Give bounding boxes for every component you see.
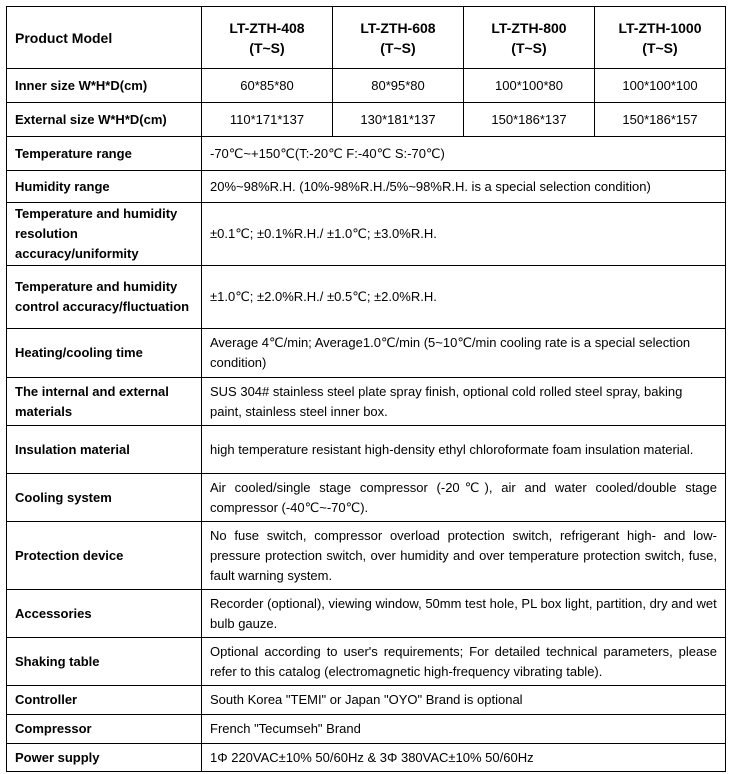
size-cell: 100*100*80 bbox=[464, 69, 595, 103]
model-range: (T~S) bbox=[249, 39, 285, 56]
table-row bbox=[7, 638, 726, 686]
spec-table-container bbox=[6, 6, 726, 772]
row-value: No fuse switch, compressor overload protection switch, refrigerant high- and low-pressure protection switch, over humidity and over temperature protection switch, fuse, fault warning system. bbox=[202, 522, 726, 590]
row-label: Cooling system bbox=[7, 474, 202, 522]
model-range: (T~S) bbox=[511, 39, 547, 56]
row-label: Protection device bbox=[7, 522, 202, 590]
size-cell: 60*85*80 bbox=[202, 69, 333, 103]
row-label: Compressor bbox=[7, 715, 202, 744]
row-label: Temperature and humidity control accuracy/fluctuation bbox=[7, 266, 202, 329]
table-row bbox=[7, 474, 726, 522]
row-value: French "Tecumseh" Brand bbox=[202, 715, 726, 744]
spec-table bbox=[6, 6, 726, 772]
model-header bbox=[202, 7, 333, 69]
table-row bbox=[7, 590, 726, 638]
size-cell: 110*171*137 bbox=[202, 103, 333, 137]
row-label: Controller bbox=[7, 686, 202, 715]
row-label: Temperature and humidity resolution accuracy/uniformity bbox=[7, 203, 202, 266]
model-range: (T~S) bbox=[642, 39, 678, 56]
model-name: LT-ZTH-608 bbox=[360, 19, 436, 36]
table-row bbox=[7, 171, 726, 203]
model-name: LT-ZTH-1000 bbox=[618, 19, 702, 36]
model-name: LT-ZTH-800 bbox=[491, 19, 567, 36]
model-range: (T~S) bbox=[380, 39, 416, 56]
row-label: Temperature range bbox=[7, 137, 202, 171]
table-row bbox=[7, 426, 726, 474]
table-row bbox=[7, 266, 726, 329]
row-value: SUS 304# stainless steel plate spray finish, optional cold rolled steel spray, baking paint, stainless steel inner box. bbox=[202, 378, 726, 426]
row-value: 1Φ 220VAC±10% 50/60Hz & 3Φ 380VAC±10% 50/60Hz bbox=[202, 744, 726, 772]
row-label: Inner size W*H*D(cm) bbox=[7, 69, 202, 103]
row-label: The internal and external materials bbox=[7, 378, 202, 426]
table-row bbox=[7, 378, 726, 426]
size-cell: 130*181*137 bbox=[333, 103, 464, 137]
table-row bbox=[7, 69, 726, 103]
table-row bbox=[7, 715, 726, 744]
row-value: Average 4℃/min; Average1.0℃/min (5~10℃/min cooling rate is a special selection condition) bbox=[202, 329, 726, 378]
model-header bbox=[333, 7, 464, 69]
row-value: ±0.1℃; ±0.1%R.H./ ±1.0℃; ±3.0%R.H. bbox=[202, 203, 726, 266]
size-cell: 80*95*80 bbox=[333, 69, 464, 103]
model-header bbox=[595, 7, 726, 69]
row-label: Insulation material bbox=[7, 426, 202, 474]
header-label: Product Model bbox=[7, 7, 202, 69]
row-label: Heating/cooling time bbox=[7, 329, 202, 378]
size-cell: 100*100*100 bbox=[595, 69, 726, 103]
row-value: 20%~98%R.H. (10%-98%R.H./5%~98%R.H. is a special selection condition) bbox=[202, 171, 726, 203]
row-label: External size W*H*D(cm) bbox=[7, 103, 202, 137]
row-value: ±1.0℃; ±2.0%R.H./ ±0.5℃; ±2.0%R.H. bbox=[202, 266, 726, 329]
header-row bbox=[7, 7, 726, 69]
row-value: high temperature resistant high-density ethyl chloroformate foam insulation material. bbox=[202, 426, 726, 474]
model-name: LT-ZTH-408 bbox=[229, 19, 305, 36]
size-cell: 150*186*137 bbox=[464, 103, 595, 137]
table-row bbox=[7, 744, 726, 772]
table-row bbox=[7, 103, 726, 137]
table-row bbox=[7, 137, 726, 171]
row-value: Air cooled/single stage compressor (-20℃), air and water cooled/double stage compressor (-40℃~-70℃). bbox=[202, 474, 726, 522]
table-row bbox=[7, 203, 726, 266]
row-value: Optional according to user's requirements; For detailed technical parameters, please refer to this catalog (electromagnetic high-frequency vibrating table). bbox=[202, 638, 726, 686]
model-header bbox=[464, 7, 595, 69]
table-row bbox=[7, 522, 726, 590]
size-cell: 150*186*157 bbox=[595, 103, 726, 137]
row-value: Recorder (optional), viewing window, 50mm test hole, PL box light, partition, dry and wet bulb gauze. bbox=[202, 590, 726, 638]
row-label: Humidity range bbox=[7, 171, 202, 203]
row-value: South Korea "TEMI" or Japan "OYO" Brand is optional bbox=[202, 686, 726, 715]
table-row bbox=[7, 329, 726, 378]
row-label: Accessories bbox=[7, 590, 202, 638]
row-label: Power supply bbox=[7, 744, 202, 772]
row-label: Shaking table bbox=[7, 638, 202, 686]
table-row bbox=[7, 686, 726, 715]
row-value: -70℃~+150℃(T:-20℃ F:-40℃ S:-70℃) bbox=[202, 137, 726, 171]
